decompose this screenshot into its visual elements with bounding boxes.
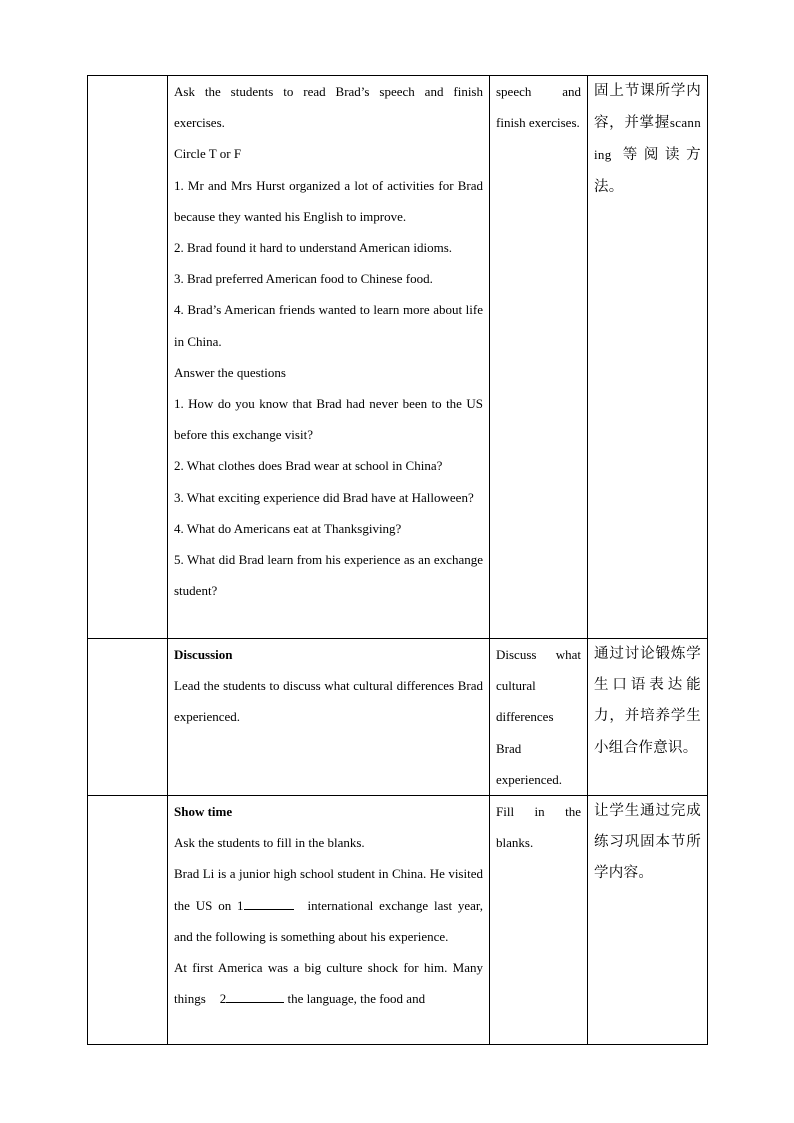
passage-text: international exchange last year, and the following is something about his experience. xyxy=(174,897,483,944)
purpose-text: 通过讨论锻炼学生口语表达能力，并培养学生小组合作意识。 xyxy=(594,646,701,756)
student-activity-text: Discuss what cultural differences Brad experienced. xyxy=(496,647,581,787)
tf-item: 2. Brad found it hard to understand American idioms. xyxy=(174,240,453,256)
purpose-cell xyxy=(588,639,708,796)
tf-item: 1. Mr and Mrs Hurst organized a lot of activities for Brad because they wanted his English to improve. xyxy=(174,177,483,224)
lesson-plan-table xyxy=(87,75,708,1045)
tf-item: 4. Brad’s American friends wanted to learn more about life in China. xyxy=(174,302,483,349)
purpose-text: 让学生通过完成练习巩固本节所学内容。 xyxy=(594,803,701,882)
teacher-activity-cell xyxy=(168,639,490,796)
discussion-heading: Discussion xyxy=(174,647,233,662)
question-item: 4. What do Americans eat at Thanksgiving? xyxy=(174,520,402,536)
passage-paragraph xyxy=(174,952,483,1014)
stage-cell xyxy=(88,639,168,796)
fill-blanks-instruction: Ask the students to fill in the blanks. xyxy=(174,835,365,851)
passage-paragraph xyxy=(174,858,483,952)
tf-item: 3. Brad preferred American food to Chinese food. xyxy=(174,271,433,287)
discussion-text: Lead the students to discuss what cultural differences Brad experienced. xyxy=(174,678,483,725)
show-time-heading: Show time xyxy=(174,804,233,820)
questions-heading: Answer the questions xyxy=(174,364,286,380)
table-row xyxy=(88,639,708,796)
blank-number: 2 xyxy=(219,991,227,1007)
student-activity-text: Fill in the blanks. xyxy=(496,804,581,851)
stage-cell xyxy=(88,796,168,1045)
purpose-term: scanning xyxy=(594,115,701,163)
question-item: 3. What exciting experience did Brad have at Halloween? xyxy=(174,489,474,505)
circle-tf-heading: Circle T or F xyxy=(174,146,242,162)
student-activity-cell xyxy=(490,796,588,1045)
table-row xyxy=(88,796,708,1045)
blank-1 xyxy=(244,908,294,910)
purpose-text-end: 等阅读方法。 xyxy=(594,147,701,195)
teacher-activity-cell xyxy=(168,796,490,1045)
purpose-text: 固上节课所学内容，并掌握 xyxy=(594,83,701,132)
table-row xyxy=(88,76,708,639)
student-activity-cell xyxy=(490,76,588,639)
purpose-cell xyxy=(588,796,708,1045)
reading-intro: Ask the students to read Brad’s speech and finish exercises. xyxy=(174,84,483,131)
purpose-cell xyxy=(588,76,708,639)
question-item: 1. How do you know that Brad had never been to the US before this exchange visit? xyxy=(174,396,483,443)
blank-2 xyxy=(226,1001,284,1003)
passage-text: At first America was a big culture shock for him. Many things xyxy=(174,960,483,1007)
passage-text: the language, the food and xyxy=(287,991,426,1007)
passage-text: Brad Li is a junior high school student in China. He visited the US on 1 xyxy=(174,866,483,913)
student-activity-cell xyxy=(490,639,588,796)
question-item: 2. What clothes does Brad wear at school in China? xyxy=(174,458,443,474)
student-activity-text: speech and finish exercises. xyxy=(496,84,581,131)
teacher-activity-cell xyxy=(168,76,490,639)
question-item: 5. What did Brad learn from his experience as an exchange student? xyxy=(174,552,483,599)
stage-cell xyxy=(88,76,168,639)
